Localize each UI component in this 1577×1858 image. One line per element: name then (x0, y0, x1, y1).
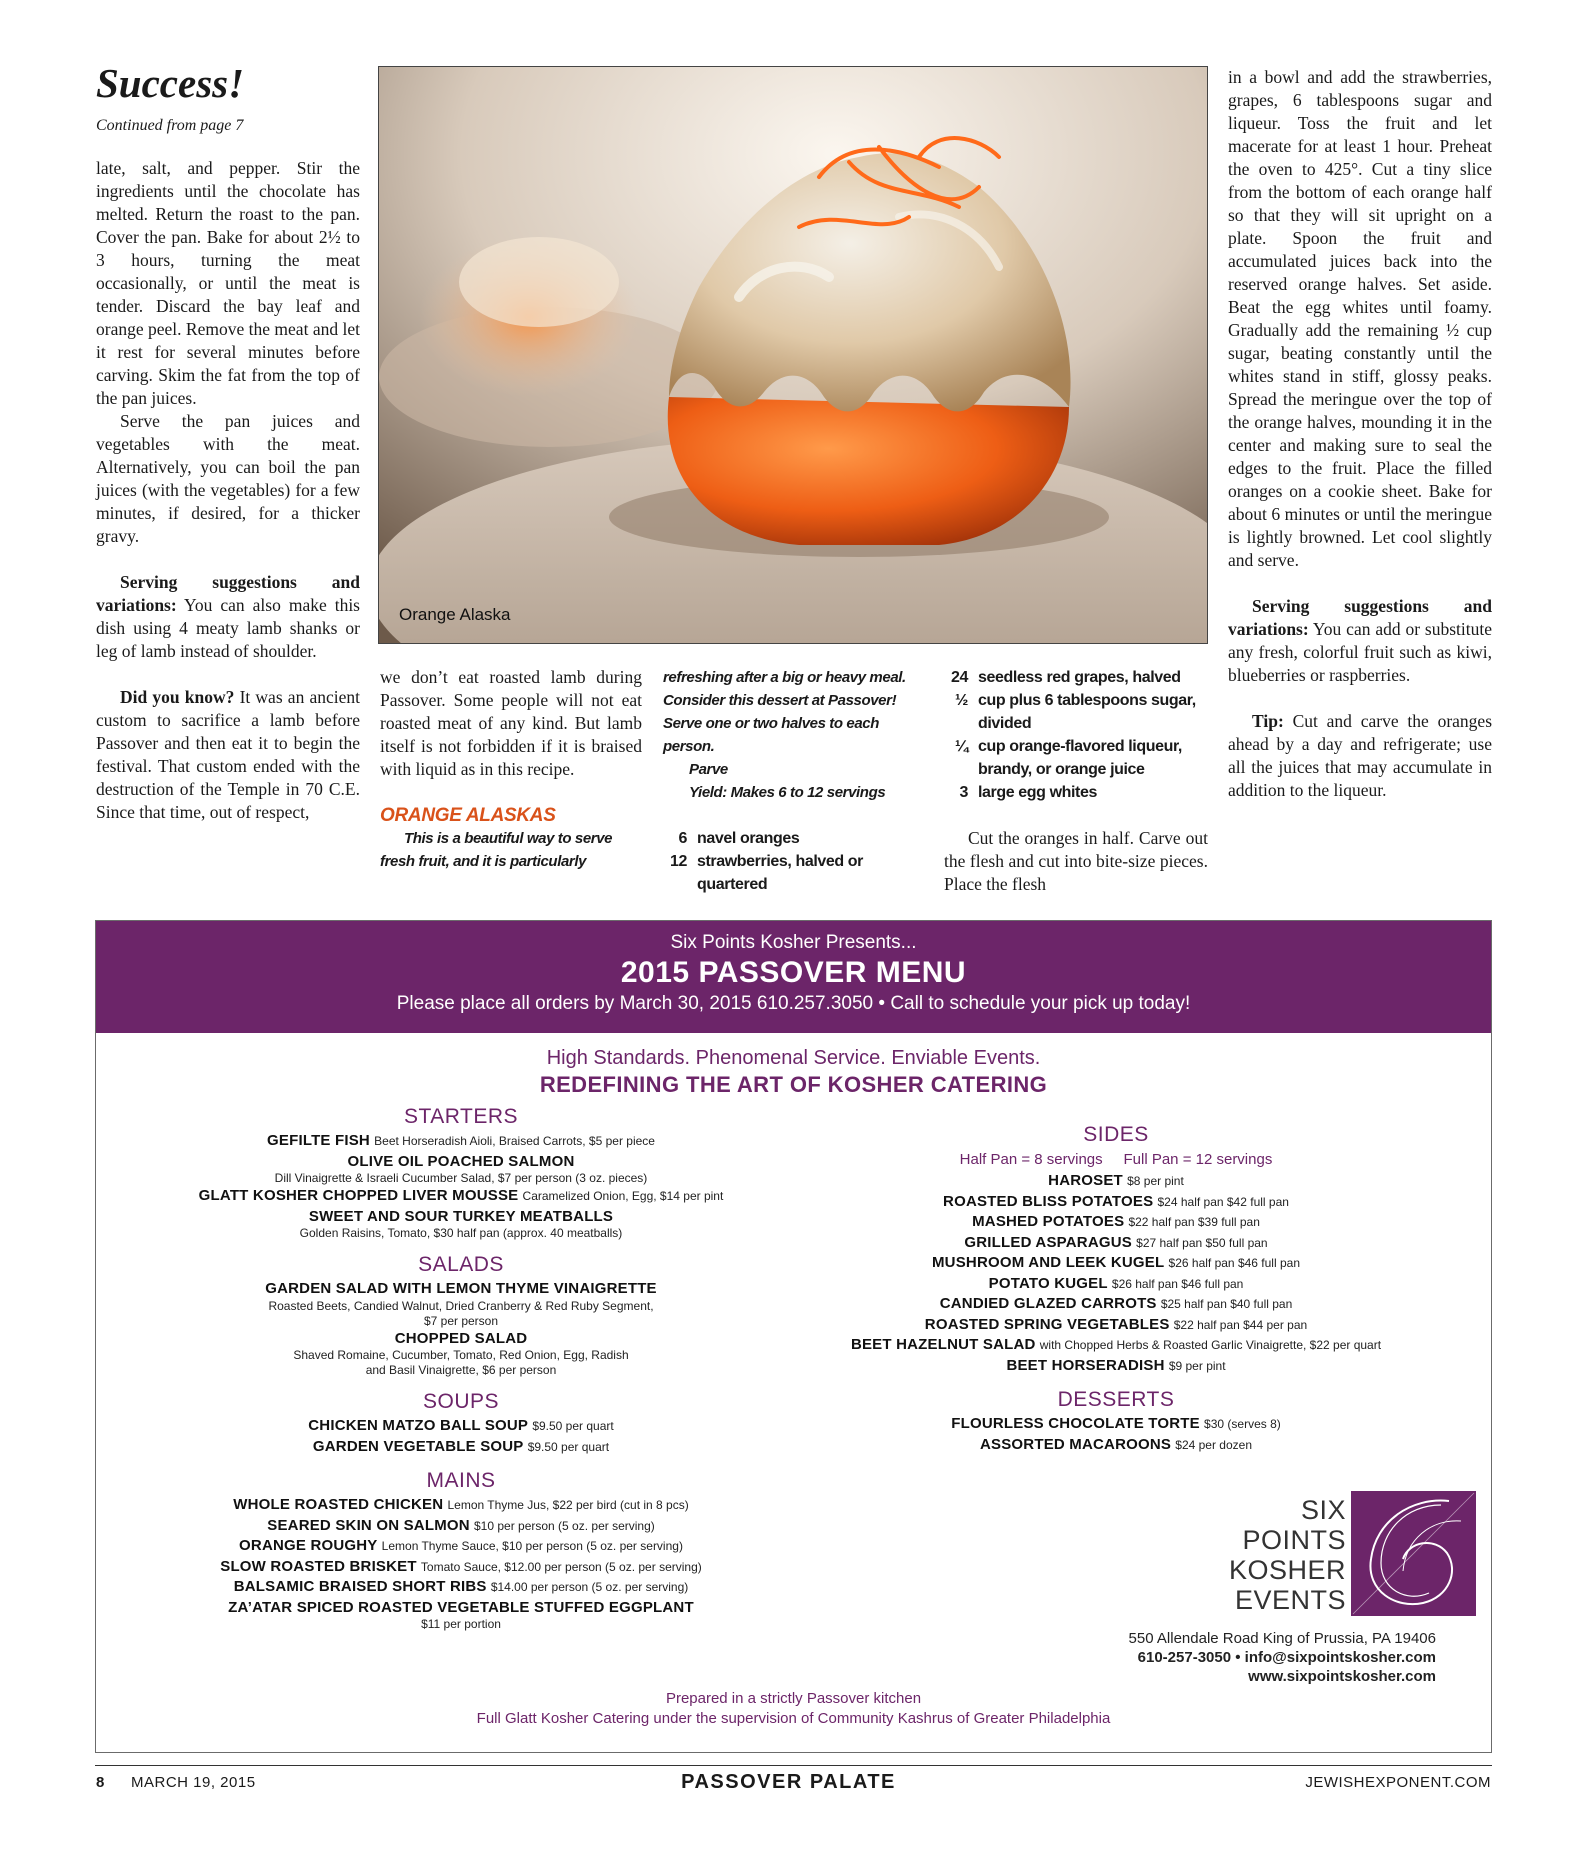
menu-item-name: GLATT KOSHER CHOPPED LIVER MOUSSE (198, 1187, 519, 1204)
menu-item-desc: $26 half pan $46 full pan (1111, 1276, 1244, 1291)
menu-item-desc: Lemon Thyme Sauce, $10 per person (5 oz. per serving) (381, 1539, 683, 1553)
menu-item-name: CHOPPED SALAD (394, 1329, 528, 1347)
article-column-2 (380, 666, 642, 873)
menu-item (786, 1212, 1446, 1233)
menu-item-name: POTATO KUGEL (988, 1274, 1108, 1292)
menu-item (96, 1329, 826, 1349)
menu-item-desc: $30 (serves 8) (1204, 1417, 1281, 1431)
ingredient-text: large egg whites (978, 784, 1097, 801)
menu-item (96, 1495, 826, 1516)
menu-item-desc: $9.50 per quart (527, 1439, 610, 1454)
serving-suggestions-text: You can add or substitute any fresh, colorful fruit such as kiwi, blueberries or raspberries. (1228, 619, 1492, 685)
menu-item-desc: $9 per pint (1168, 1358, 1226, 1373)
article-paragraph: late, salt, and pepper. Stir the ingredients until the chocolate has melted. Return the roast to the pan. Cover the pan. Bake for about 2½ to 3 hours, turning the meat occasionally, or until the meat is tender. Discard the bay leaf and orange peel. Remove the meat and let it rest for several minutes before carving. Skim the fat from the top of the pan juices. (96, 158, 360, 408)
orange-alaska-illustration (379, 67, 1208, 644)
logo-wordmark (1229, 1495, 1346, 1615)
logo-line: EVENTS (1234, 1585, 1346, 1615)
site-name: JEWISHEXPONENT.COM (1305, 1774, 1491, 1791)
phone-email: 610-257-3050 • info@sixpointskosher.com (1137, 1649, 1436, 1666)
menu-item-name: ROASTED SPRING VEGETABLES (924, 1315, 1170, 1333)
menu-item-desc: Lemon Thyme Jus, $22 per bird (cut in 8 pcs) (447, 1498, 689, 1512)
serving-suggestions-paragraph (1228, 595, 1492, 687)
publication-date: MARCH 19, 2015 (131, 1774, 256, 1791)
menu-item-desc: Roasted Beets, Candied Walnut, Dried Cranberry & Red Ruby Segment, (268, 1298, 654, 1313)
section-title-soups: SOUPS (422, 1390, 500, 1413)
menu-item-desc: $10 per person (5 oz. per serving) (473, 1518, 655, 1533)
menu-item-name: HAROSET (1048, 1172, 1123, 1189)
yield-label: Yield: Makes 6 to 12 servings (689, 784, 886, 801)
menu-item-name: ORANGE ROUGHY (239, 1537, 378, 1554)
menu-item-name: CANDIED GLAZED CARROTS (939, 1295, 1157, 1312)
contact-block (1129, 1629, 1436, 1686)
website-link[interactable]: www.sixpointskosher.com (1248, 1668, 1436, 1685)
ingredient-line (944, 781, 1208, 804)
parve-label: Parve (689, 761, 728, 778)
menu-item-name: SWEET AND SOUR TURKEY MEATBALLS (308, 1207, 614, 1225)
menu-item (786, 1192, 1446, 1213)
ingredient-text: cup orange-flavored liqueur, brandy, or orange juice (978, 738, 1182, 778)
tip-paragraph (1228, 710, 1492, 802)
logo-mark-icon (1351, 1491, 1476, 1616)
menu-item-desc: Dill Vinaigrette & Israeli Cucumber Salad, $7 per person (3 oz. pieces) (274, 1171, 648, 1185)
serving-suggestions-text: You can also make this dish using 4 meaty lamb shanks or leg of lamb instead of shoulder. (96, 595, 360, 661)
orange-alaska-photo (378, 66, 1208, 644)
ad-header-banner (96, 921, 1491, 1033)
menu-item-desc: $7 per person (423, 1313, 499, 1328)
ingredient-qty: 6 (678, 830, 687, 847)
ingredient-line (944, 735, 1208, 781)
section-title-desserts: DESSERTS (1057, 1388, 1175, 1411)
ingredient-line (944, 666, 1208, 689)
menu-item-name: GRILLED ASPARAGUS (964, 1233, 1132, 1251)
half-pan-note: Half Pan = 8 servings (959, 1151, 1103, 1168)
menu-item (786, 1274, 1446, 1295)
section-name: PASSOVER PALATE (681, 1771, 896, 1793)
recipe-intro: This is a beautiful way to serve fresh fruit, and it is particularly (380, 830, 613, 870)
menu-item (96, 1207, 826, 1227)
menu-item-name: FLOURLESS CHOCOLATE TORTE (951, 1415, 1200, 1432)
section-title-starters: STARTERS (403, 1105, 519, 1128)
menu-item-name: SEARED SKIN ON SALMON (267, 1516, 470, 1534)
ingredient-line (944, 689, 1208, 735)
logo-line: SIX (1300, 1495, 1346, 1525)
menu-item-desc: $24 half pan $42 full pan (1157, 1194, 1289, 1209)
menu-item-desc: $22 half pan $44 per pan (1173, 1317, 1308, 1332)
six-points-logo (1156, 1491, 1476, 1621)
menu-item-desc: $25 half pan $40 full pan (1160, 1297, 1293, 1311)
menu-item (786, 1435, 1446, 1456)
article-column-3 (663, 666, 923, 896)
menu-item-name: OLIVE OIL POACHED SALMON (347, 1152, 575, 1170)
ad-tagline: High Standards. Phenomenal Service. Enviable Events. (546, 1047, 1041, 1069)
menu-item (786, 1315, 1446, 1336)
menu-item-name: WHOLE ROASTED CHICKEN (233, 1496, 444, 1513)
section-title-salads: SALADS (418, 1253, 504, 1276)
menu-item-desc: $24 per dozen (1175, 1437, 1252, 1452)
menu-item (786, 1335, 1446, 1356)
article-paragraph: Cut the oranges in half. Carve out the flesh and cut into bite-size pieces. Place the flesh (944, 828, 1208, 894)
menu-item-name: SLOW ROASTED BRISKET (220, 1557, 417, 1575)
logo-line: KOSHER (1228, 1555, 1346, 1585)
menu-item-name: ZA’ATAR SPICED ROASTED VEGETABLE STUFFED EGGPLANT (228, 1598, 694, 1616)
ad-title: 2015 PASSOVER MENU (620, 956, 967, 989)
serving-suggestions-paragraph (96, 571, 360, 663)
address: 550 Allendale Road King of Prussia, PA 19406 (1128, 1630, 1436, 1647)
menu-item-desc: $9.50 per quart (532, 1419, 614, 1433)
ingredient-qty: ¼ (955, 738, 968, 755)
article-column-5 (1228, 66, 1492, 802)
article-column-4 (944, 666, 1208, 896)
did-you-know-paragraph (96, 686, 360, 824)
menu-item (786, 1233, 1446, 1254)
ad-footer-line-2: Full Glatt Kosher Catering under the supervision of Community Kashrus of Greater Philadelphia (476, 1710, 1111, 1727)
photo-caption: Orange Alaska (399, 605, 511, 624)
menu-item-desc: Tomato Sauce, $12.00 per person (5 oz. per serving) (420, 1559, 702, 1574)
ad-subheadline: REDEFINING THE ART OF KOSHER CATERING (539, 1072, 1048, 1097)
menu-item-desc: Golden Raisins, Tomato, $30 half pan (approx. 40 meatballs) (299, 1226, 623, 1240)
menu-item-name: ASSORTED MACAROONS (979, 1435, 1172, 1453)
menu-item (96, 1536, 826, 1557)
menu-item-desc: $14.00 per person (5 oz. per serving) (490, 1580, 689, 1594)
ad-order-line: Please place all orders by March 30, 2015 610.257.3050 • Call to schedule your pick up today! (396, 993, 1191, 1014)
menu-item-name: GARDEN VEGETABLE SOUP (312, 1437, 524, 1455)
menu-item (786, 1253, 1446, 1274)
recipe-title: ORANGE ALASKAS (380, 805, 556, 826)
passover-menu-ad (95, 920, 1492, 1753)
menu-item-desc: $26 half pan $46 full pan (1168, 1256, 1300, 1270)
menu-item (96, 1557, 826, 1578)
full-pan-note: Full Pan = 12 servings (1123, 1151, 1273, 1168)
menu-item (96, 1437, 826, 1458)
ingredient-text: strawberries, halved or quartered (697, 853, 863, 893)
ad-presents: Six Points Kosher Presents... (670, 932, 917, 953)
article-paragraph: Serve the pan juices and vegetables with the meat. Alternatively, you can boil the pan juices (with the vegetables) for a few minutes, if desired, for a thicker gravy. (96, 411, 360, 546)
section-title-mains: MAINS (426, 1469, 496, 1492)
tip-text: Cut and carve the oranges ahead by a day and refrigerate; use all the juices that may accumulate in addition to the liqueur. (1228, 711, 1492, 800)
ad-footer-note (96, 1689, 1491, 1729)
menu-item (786, 1294, 1446, 1315)
menu-item (96, 1186, 826, 1207)
menu-right-column (786, 1121, 1446, 1455)
page-number: 8 (96, 1774, 105, 1791)
menu-item (786, 1171, 1446, 1192)
menu-item-name: BALSAMIC BRAISED SHORT RIBS (233, 1578, 487, 1595)
menu-item-name: ROASTED BLISS POTATOES (943, 1192, 1154, 1210)
menu-item-desc: with Chopped Herbs & Roasted Garlic Vinaigrette, $22 per quart (1039, 1338, 1382, 1352)
menu-item-name: BEET HORSERADISH (1006, 1356, 1165, 1374)
did-you-know-label: Did you know? (120, 687, 235, 707)
article-paragraph: in a bowl and add the strawberries, grapes, 6 tablespoons sugar and liqueur. Toss the fruit and let macerate for at least 1 hour. Preheat the oven to 425°. Cut a tiny slice from the bottom of each orange half so that they will sit upright on a plate. Spoon the fruit and accumulated juices back into the reserved orange halves. Set aside. Beat the egg whites until foamy. Gradually add the remaining ½ cup sugar, beating constantly until the whites stand in stiff, glossy peaks. Spread the meringue over the top of the orange halves, mounding it in the center and making sure to seal the edges to the fruit. Place the filled oranges on a cookie sheet. Bake for about 6 minutes or until the meringue is lightly browned. Let cool slightly and serve. (1228, 67, 1492, 570)
menu-item (96, 1279, 826, 1299)
menu-item (786, 1414, 1446, 1435)
serving-suggestions-label: Serving suggestions and variations: (96, 572, 360, 615)
menu-item-name: MASHED POTATOES (972, 1213, 1125, 1230)
menu-item-desc: Beet Horseradish Aioli, Braised Carrots, $5 per piece (374, 1134, 655, 1148)
menu-item-name: CHICKEN MATZO BALL SOUP (308, 1417, 529, 1434)
menu-item-desc: $22 half pan $39 full pan (1128, 1215, 1260, 1229)
continued-note: Continued from page 7 (96, 117, 244, 134)
article-paragraph: we don’t eat roasted lamb during Passover. Some people will not eat roasted meat of any kind. But lamb itself is not forbidden if it is braised with liquid as in this recipe. (380, 667, 642, 779)
tip-label: Tip: (1252, 711, 1284, 731)
ingredient-text: navel oranges (697, 830, 800, 847)
menu-item (96, 1598, 826, 1618)
article-headline: Success! (96, 60, 245, 106)
menu-item-desc: and Basil Vinaigrette, $6 per person (365, 1363, 557, 1377)
menu-item-name: GEFILTE FISH (267, 1132, 370, 1149)
ingredient-qty: 3 (959, 784, 968, 801)
ingredient-line (663, 850, 923, 896)
logo-line: POINTS (1242, 1525, 1346, 1555)
menu-item-name: BEET HAZELNUT SALAD (850, 1336, 1036, 1353)
ingredient-line (663, 827, 923, 850)
pan-servings-note (786, 1149, 1446, 1171)
ad-footer-line-1: Prepared in a strictly Passover kitchen (665, 1690, 922, 1707)
section-title-sides: SIDES (1083, 1123, 1149, 1146)
menu-item-desc: Caramelized Onion, Egg, $14 per pint (522, 1189, 724, 1203)
ingredient-text: seedless red grapes, halved (978, 669, 1181, 686)
menu-item (96, 1416, 826, 1437)
serving-suggestions-label: Serving suggestions and variations: (1228, 596, 1492, 639)
ingredient-qty: 24 (951, 669, 968, 686)
menu-item-name: GARDEN SALAD WITH LEMON THYME VINAIGRETTE (265, 1280, 657, 1297)
menu-item-desc: $27 half pan $50 full pan (1136, 1235, 1268, 1250)
menu-left-column (96, 1103, 826, 1632)
menu-item-name: MUSHROOM AND LEEK KUGEL (931, 1254, 1165, 1271)
did-you-know-text: It was an ancient custom to sacrifice a lamb before Passover and then eat it to begin the festival. That custom ended with the destruction of the Temple in 70 C.E. Since that time, out of respect, (96, 687, 361, 822)
menu-item-desc: Shaved Romaine, Cucumber, Tomato, Red Onion, Egg, Radish (293, 1348, 629, 1362)
footer-rule (95, 1765, 1492, 1766)
menu-item-desc: $11 per portion (421, 1617, 501, 1631)
article-column-1 (96, 58, 360, 824)
menu-item-desc: $8 per pint (1127, 1174, 1184, 1188)
ingredient-qty: 12 (670, 853, 687, 870)
menu-item (96, 1516, 826, 1537)
menu-item (96, 1152, 826, 1172)
menu-item (96, 1577, 826, 1598)
menu-item (786, 1356, 1446, 1377)
ingredient-qty: ½ (955, 692, 968, 709)
recipe-intro-continued: refreshing after a big or heavy meal. Consider this dessert at Passover! Serve one or two halves to each person. (663, 669, 906, 755)
ingredient-text: cup plus 6 tablespoons sugar, divided (978, 692, 1196, 732)
menu-item (96, 1131, 826, 1152)
